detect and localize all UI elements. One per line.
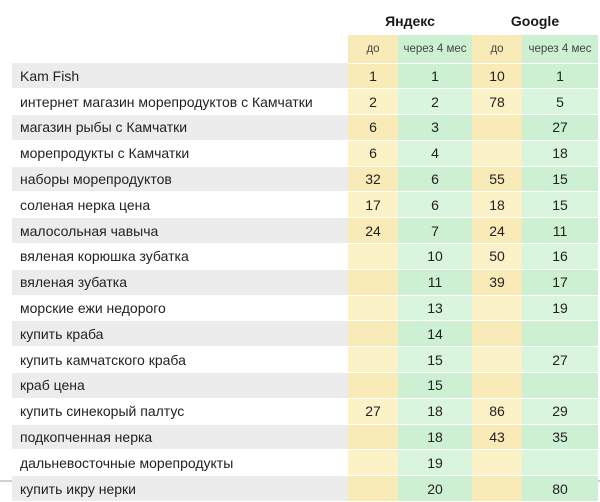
table-row [12,450,598,476]
google-before-cell [472,347,522,373]
keyword-cell: магазин рыбы с Камчатки [12,115,348,141]
keyword-cell: малосольная чавыча [12,218,348,244]
google-after-cell: 16 [522,244,598,270]
yandex-after-cell: 13 [398,295,472,321]
google-before-cell [472,321,522,347]
yandex-after-cell: 3 [398,115,472,141]
yandex-before-header: до [348,35,398,63]
engine-yandex-header: Яндекс [385,13,435,29]
yandex-after-cell: 15 [398,347,472,373]
yandex-before-cell: 6 [348,140,398,166]
yandex-after-cell: 14 [398,321,472,347]
engine-google-header: Google [510,13,560,29]
google-before-cell [472,115,522,141]
table-row [12,373,598,399]
google-after-cell: 1 [522,63,598,89]
yandex-before-cell [348,244,398,270]
yandex-before-cell [348,373,398,399]
table-row [12,476,598,502]
google-after-cell: 17 [522,269,598,295]
yandex-before-cell: 27 [348,398,398,424]
google-before-cell [472,373,522,399]
keyword-cell: интернет магазин морепродуктов с Камчатки [12,89,348,115]
yandex-before-cell [348,269,398,295]
yandex-before-cell [348,424,398,450]
table-row [12,166,598,192]
google-before-cell: 55 [472,166,522,192]
keyword-cell: дальневосточные морепродукты [12,450,348,476]
yandex-after-cell: 15 [398,373,472,399]
google-after-cell: 27 [522,115,598,141]
yandex-after-cell: 6 [398,166,472,192]
yandex-after-cell: 4 [398,140,472,166]
google-after-cell: 35 [522,424,598,450]
google-after-cell: 15 [522,166,598,192]
google-after-cell [522,373,598,399]
google-before-cell: 18 [472,192,522,218]
rankings-table [12,7,598,502]
keyword-cell: морские ежи недорого [12,295,348,321]
google-before-header: до [472,35,522,63]
yandex-before-cell [348,347,398,373]
yandex-before-cell [348,321,398,347]
google-before-cell [472,450,522,476]
yandex-before-cell: 2 [348,89,398,115]
table-row [12,115,598,141]
keyword-subheader-blank [12,35,348,63]
keyword-cell: Kam Fish [12,63,348,89]
yandex-after-cell: 10 [398,244,472,270]
keyword-cell: соленая нерка цена [12,192,348,218]
yandex-before-cell: 24 [348,218,398,244]
keyword-cell: купить краба [12,321,348,347]
google-before-cell [472,295,522,321]
google-before-cell: 78 [472,89,522,115]
table-row [12,192,598,218]
yandex-before-cell: 1 [348,63,398,89]
google-after-cell [522,450,598,476]
period-header-row [12,35,598,63]
google-after-cell: 80 [522,476,598,502]
table-row [12,244,598,270]
yandex-before-cell: 6 [348,115,398,141]
table-row [12,321,598,347]
keyword-cell: купить синекорый палтус [12,398,348,424]
yandex-after-cell: 18 [398,398,472,424]
google-before-cell: 50 [472,244,522,270]
google-before-cell: 10 [472,63,522,89]
yandex-after-cell: 18 [398,424,472,450]
table-row [12,63,598,89]
yandex-after-cell: 6 [398,192,472,218]
yandex-after-cell: 20 [398,476,472,502]
table-row [12,347,598,373]
table-row [12,295,598,321]
keyword-cell: купить камчатского краба [12,347,348,373]
yandex-before-cell [348,476,398,502]
yandex-after-cell: 19 [398,450,472,476]
google-before-cell [472,476,522,502]
yandex-before-cell [348,450,398,476]
keyword-cell: наборы морепродуктов [12,166,348,192]
table-row [12,269,598,295]
keyword-cell: морепродукты с Камчатки [12,140,348,166]
table-row [12,89,598,115]
google-after-cell: 27 [522,347,598,373]
google-before-cell: 39 [472,269,522,295]
google-before-cell: 24 [472,218,522,244]
keyword-header-blank [12,7,348,35]
google-after-cell: 5 [522,89,598,115]
table-row [12,398,598,424]
google-before-cell: 86 [472,398,522,424]
keyword-cell: подкопченная нерка [12,424,348,450]
keyword-cell: купить икру нерки [12,476,348,502]
table-row [12,424,598,450]
google-after-cell [522,321,598,347]
keyword-cell: вяленая зубатка [12,269,348,295]
yandex-before-cell [348,295,398,321]
google-before-cell [472,140,522,166]
yandex-after-header: через 4 мес [398,35,472,63]
google-after-cell: 19 [522,295,598,321]
google-after-header: через 4 мес [522,35,598,63]
google-after-cell: 18 [522,140,598,166]
yandex-before-cell: 17 [348,192,398,218]
yandex-after-cell: 2 [398,89,472,115]
google-after-cell: 29 [522,398,598,424]
yandex-after-cell: 1 [398,63,472,89]
engine-header-row [12,7,598,35]
table-row [12,140,598,166]
google-after-cell: 15 [522,192,598,218]
rankings-body [12,63,598,502]
yandex-after-cell: 7 [398,218,472,244]
yandex-before-cell: 32 [348,166,398,192]
keyword-cell: краб цена [12,373,348,399]
google-before-cell: 43 [472,424,522,450]
yandex-after-cell: 11 [398,269,472,295]
table-row [12,218,598,244]
keyword-cell: вяленая корюшка зубатка [12,244,348,270]
google-after-cell: 11 [522,218,598,244]
